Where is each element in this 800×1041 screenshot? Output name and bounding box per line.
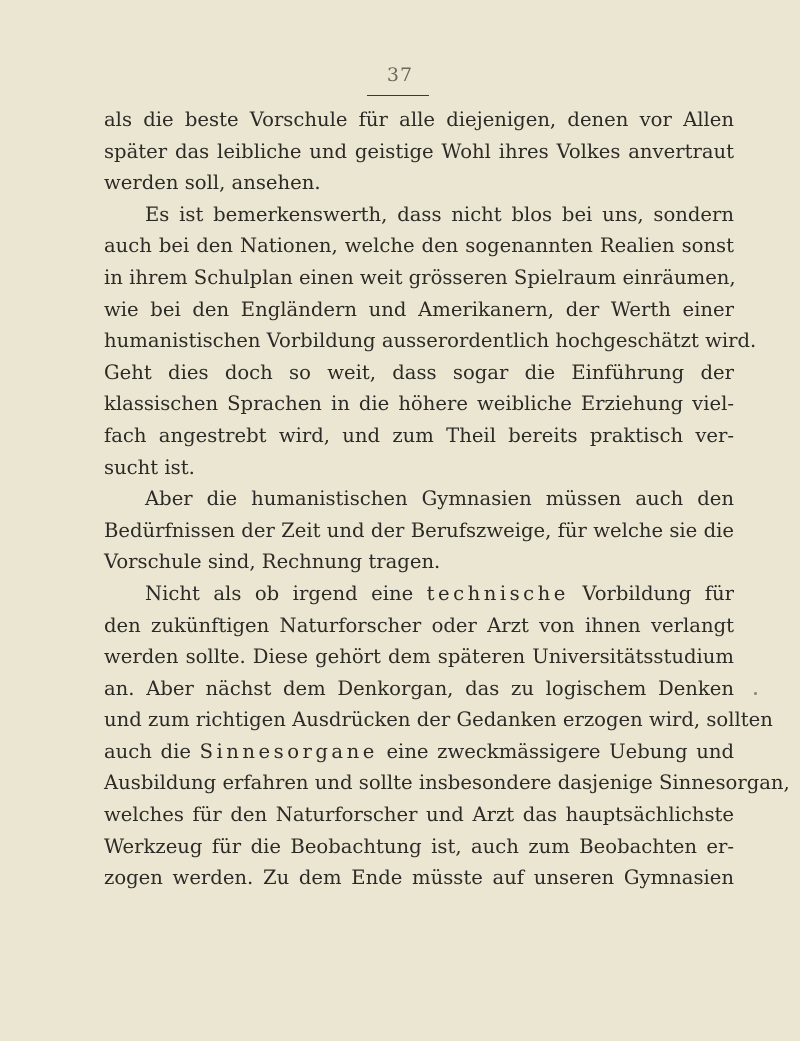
text-line: Bedürfnissen der Zeit und der Berufszweige, für welche sie die — [104, 518, 734, 542]
emphasized-word: technische — [426, 581, 569, 605]
text-line: Geht dies doch so weit, dass sogar die Einführung der — [104, 360, 734, 384]
text-line: sucht ist. — [104, 455, 195, 479]
paper-speck — [754, 692, 757, 695]
text-line: Ausbildung erfahren und sollte insbesondere dasjenige Sinnesorgan, — [104, 771, 790, 795]
text-line: und zum richtigen Ausdrücken der Gedanken erzogen wird, sollten — [104, 708, 773, 732]
text-line: Werkzeug für die Beobachtung ist, auch zum Beobachten er- — [104, 834, 734, 858]
text-fragment: eine zweckmässigere Uebung und — [377, 739, 734, 763]
text-fragment: Nicht als ob irgend eine — [145, 581, 427, 605]
text-line: Vorschule sind, Rechnung tragen. — [104, 550, 441, 574]
text-line: wie bei den Engländern und Amerikanern, der Werth einer — [104, 297, 734, 321]
text-line: später das leibliche und geistige Wohl ihres Volkes anvertraut — [104, 139, 734, 163]
paragraph-first-line — [104, 578, 734, 610]
paragraph-first-line: Es ist bemerkenswerth, dass nicht blos bei uns, sondern — [145, 202, 734, 226]
text-fragment: auch die — [104, 739, 200, 763]
text-line: fach angestrebt wird, und zum Theil bereits praktisch ver- — [104, 423, 734, 447]
text-line: klassischen Sprachen in die höhere weibliche Erziehung viel- — [104, 392, 734, 416]
text-line — [104, 736, 734, 768]
page-number: 37 — [386, 64, 414, 86]
text-line: an. Aber nächst dem Denkorgan, das zu logischem Denken — [104, 676, 734, 700]
emphasized-word: Sinnesorgane — [199, 739, 378, 763]
paragraph-first-line: Aber die humanistischen Gymnasien müssen auch den — [145, 487, 734, 511]
text-fragment: Vorbildung für — [568, 581, 735, 605]
text-line: den zukünftigen Naturforscher oder Arzt von ihnen verlangt — [104, 613, 734, 637]
text-line: zogen werden. Zu dem Ende müsste auf unseren Gymnasien — [104, 866, 734, 890]
text-line: welches für den Naturforscher und Arzt das hauptsächlichste — [104, 803, 734, 827]
text-line: humanistischen Vorbildung ausserordentlich hochgeschätzt wird. — [104, 329, 757, 353]
text-line: auch bei den Nationen, welche den sogenannten Realien sonst — [104, 234, 734, 258]
text-line: werden soll, ansehen. — [104, 171, 321, 195]
text-line: in ihrem Schulplan einen weit grösseren Spielraum einräumen, — [104, 265, 736, 289]
text-line: werden sollte. Diese gehört dem späteren Universitätsstudium — [104, 645, 734, 669]
page-number-rule — [367, 95, 429, 96]
text-line: als die beste Vorschule für alle diejenigen, denen vor Allen — [104, 108, 734, 131]
body-text — [104, 104, 790, 894]
